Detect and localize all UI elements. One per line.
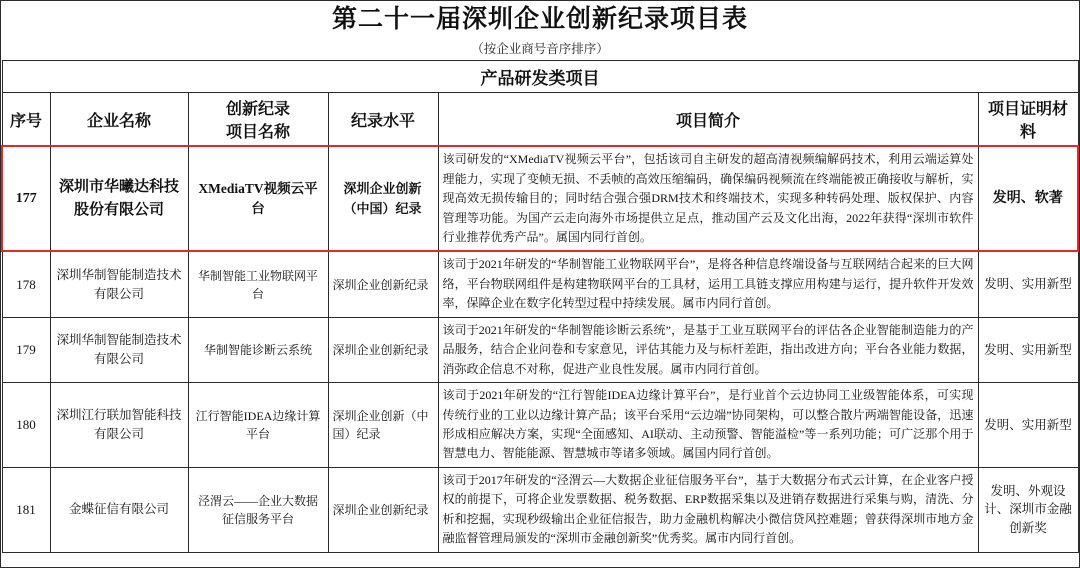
cell-level: 深圳企业创新纪录 <box>328 317 438 382</box>
table-row <box>2 251 1078 317</box>
cell-brief: 该司于2021年研发的“华制智能诊断云系统”，是基于工业互联网平台的评估各企业智能制造能力的产品服务，结合企业问卷和专家意见，评估其能力及与标杆差距，指出改进方向；平台各业能力数据，消弥政企信息不对称，促进产业良性发展。属市内同行首创。 <box>438 317 978 382</box>
cell-proof: 发明、外观设计、深圳市金融创新奖 <box>978 467 1078 552</box>
table-row <box>2 467 1078 552</box>
cell-brief: 该司于2021年研发的“江行智能IDEA边缘计算平台”，是行业首个云边协同工业级智能体系，可实现传统行业的工业以边缘计算产品；该平台采用“云边端”协同架构，可以整合散片两端智能设备，迅速形成相应解决方案，实现“全面感知、AI联动、主动预警、智能溢检”等一系列功能；可广泛那个用于智慧电力、智能能源、智慧城市等诸多领域。属国内同行首创。 <box>438 383 978 468</box>
cell-level: 深圳企业创新纪录 <box>328 467 438 552</box>
cell-record-name: 华制智能工业物联网平台 <box>188 251 328 317</box>
cell-brief: 该司于2017年研发的“泾渭云—大数据企业征信服务平台”，基于大数据分布式云计算，在企业客户授权的前提下，可将企业发票数据、税务数据、ERP数据采集以及进销存数据进行采集与购，清洗、分析和挖掘，实现秒级输出企业征信报告，助力金融机构解决小微信贷风控难题；曾获得深圳市地方金融监督管理局颁发的“深圳市金融创新奖”优秀奖。属市内同行首创。 <box>438 467 978 552</box>
table-row <box>2 383 1078 468</box>
cell-index: 177 <box>2 146 50 251</box>
cell-record-name: 江行智能IDEA边缘计算平台 <box>188 383 328 468</box>
cell-company: 深圳市华曦达科技股份有限公司 <box>50 146 188 251</box>
cell-level: 深圳企业创新纪录 <box>328 251 438 317</box>
cell-level: 深圳企业创新（中国）纪录 <box>328 146 438 251</box>
title-row <box>2 1 1078 61</box>
cell-level: 深圳企业创新（中国）纪录 <box>328 383 438 468</box>
cell-brief: 该司于2021年研发的“华制智能工业物联网平台”，是将各种信息终端设备与互联网结合起来的巨大网络，平台物联网组件是构建物联网平台的工具材，运用工具链支撑应用构建与运行，提升软件开发效率，保障企业在数字化转型过程中持续发展。属市内同行首创。 <box>438 251 978 317</box>
column-header-record-name-line1: 创新纪录 <box>225 101 290 119</box>
cell-proof: 发明、实用新型 <box>978 317 1078 382</box>
cell-index: 178 <box>2 251 50 317</box>
column-header-brief: 项目简介 <box>438 93 978 147</box>
table-row <box>2 146 1078 251</box>
section-title-row <box>2 61 1078 93</box>
cell-proof: 发明、软著 <box>978 146 1078 251</box>
column-header-proof: 项目证明材料 <box>978 93 1078 147</box>
cell-record-name: 泾渭云——企业大数据征信服务平台 <box>188 467 328 552</box>
cell-record-name: XMediaTV视频云平台 <box>188 146 328 251</box>
table-header-row <box>2 93 1078 147</box>
page-subtitle: （按企业商号音序排序） <box>471 42 609 57</box>
column-header-record-name <box>188 93 328 147</box>
section-title: 产品研发类项目 <box>2 61 1078 93</box>
table-row <box>2 317 1078 382</box>
title-cell <box>2 1 1078 61</box>
cell-company: 深圳华制智能制造技术有限公司 <box>50 251 188 317</box>
cell-proof: 发明、实用新型 <box>978 383 1078 468</box>
column-header-index: 序号 <box>2 93 50 147</box>
column-header-level: 纪录水平 <box>328 93 438 147</box>
record-table <box>1 1 1079 553</box>
cell-company: 深圳江行联加智能科技有限公司 <box>50 383 188 468</box>
page-title: 第二十一届深圳企业创新纪录项目表 <box>332 6 749 33</box>
column-header-company: 企业名称 <box>50 93 188 147</box>
cell-index: 179 <box>2 317 50 382</box>
cell-proof: 发明、实用新型 <box>978 251 1078 317</box>
cell-index: 181 <box>2 467 50 552</box>
cell-company: 金蝶征信有限公司 <box>50 467 188 552</box>
column-header-record-name-line2: 项目名称 <box>225 124 290 142</box>
cell-index: 180 <box>2 383 50 468</box>
cell-record-name: 华制智能诊断云系统 <box>188 317 328 382</box>
cell-brief: 该司研发的“XMediaTV视频云平台”，包括该司自主研发的超高清视频编解码技术，利用云端运算处理能力，实现了变帧无损、不丢帧的高效压缩编码，确保编码视频流在终端能被正确接收与解析，实现高效无损传输目的；同时结合强合强DRM技术和终端技术，实现多种转码处理、版权保护、内容管理等功能。为国产云走向海外市场提供立足点，推动国产云及文化出海，2022年获得“深圳市软件行业推荐优秀产品”。属国内同行首创。 <box>438 146 978 251</box>
cell-company: 深圳华制智能制造技术有限公司 <box>50 317 188 382</box>
